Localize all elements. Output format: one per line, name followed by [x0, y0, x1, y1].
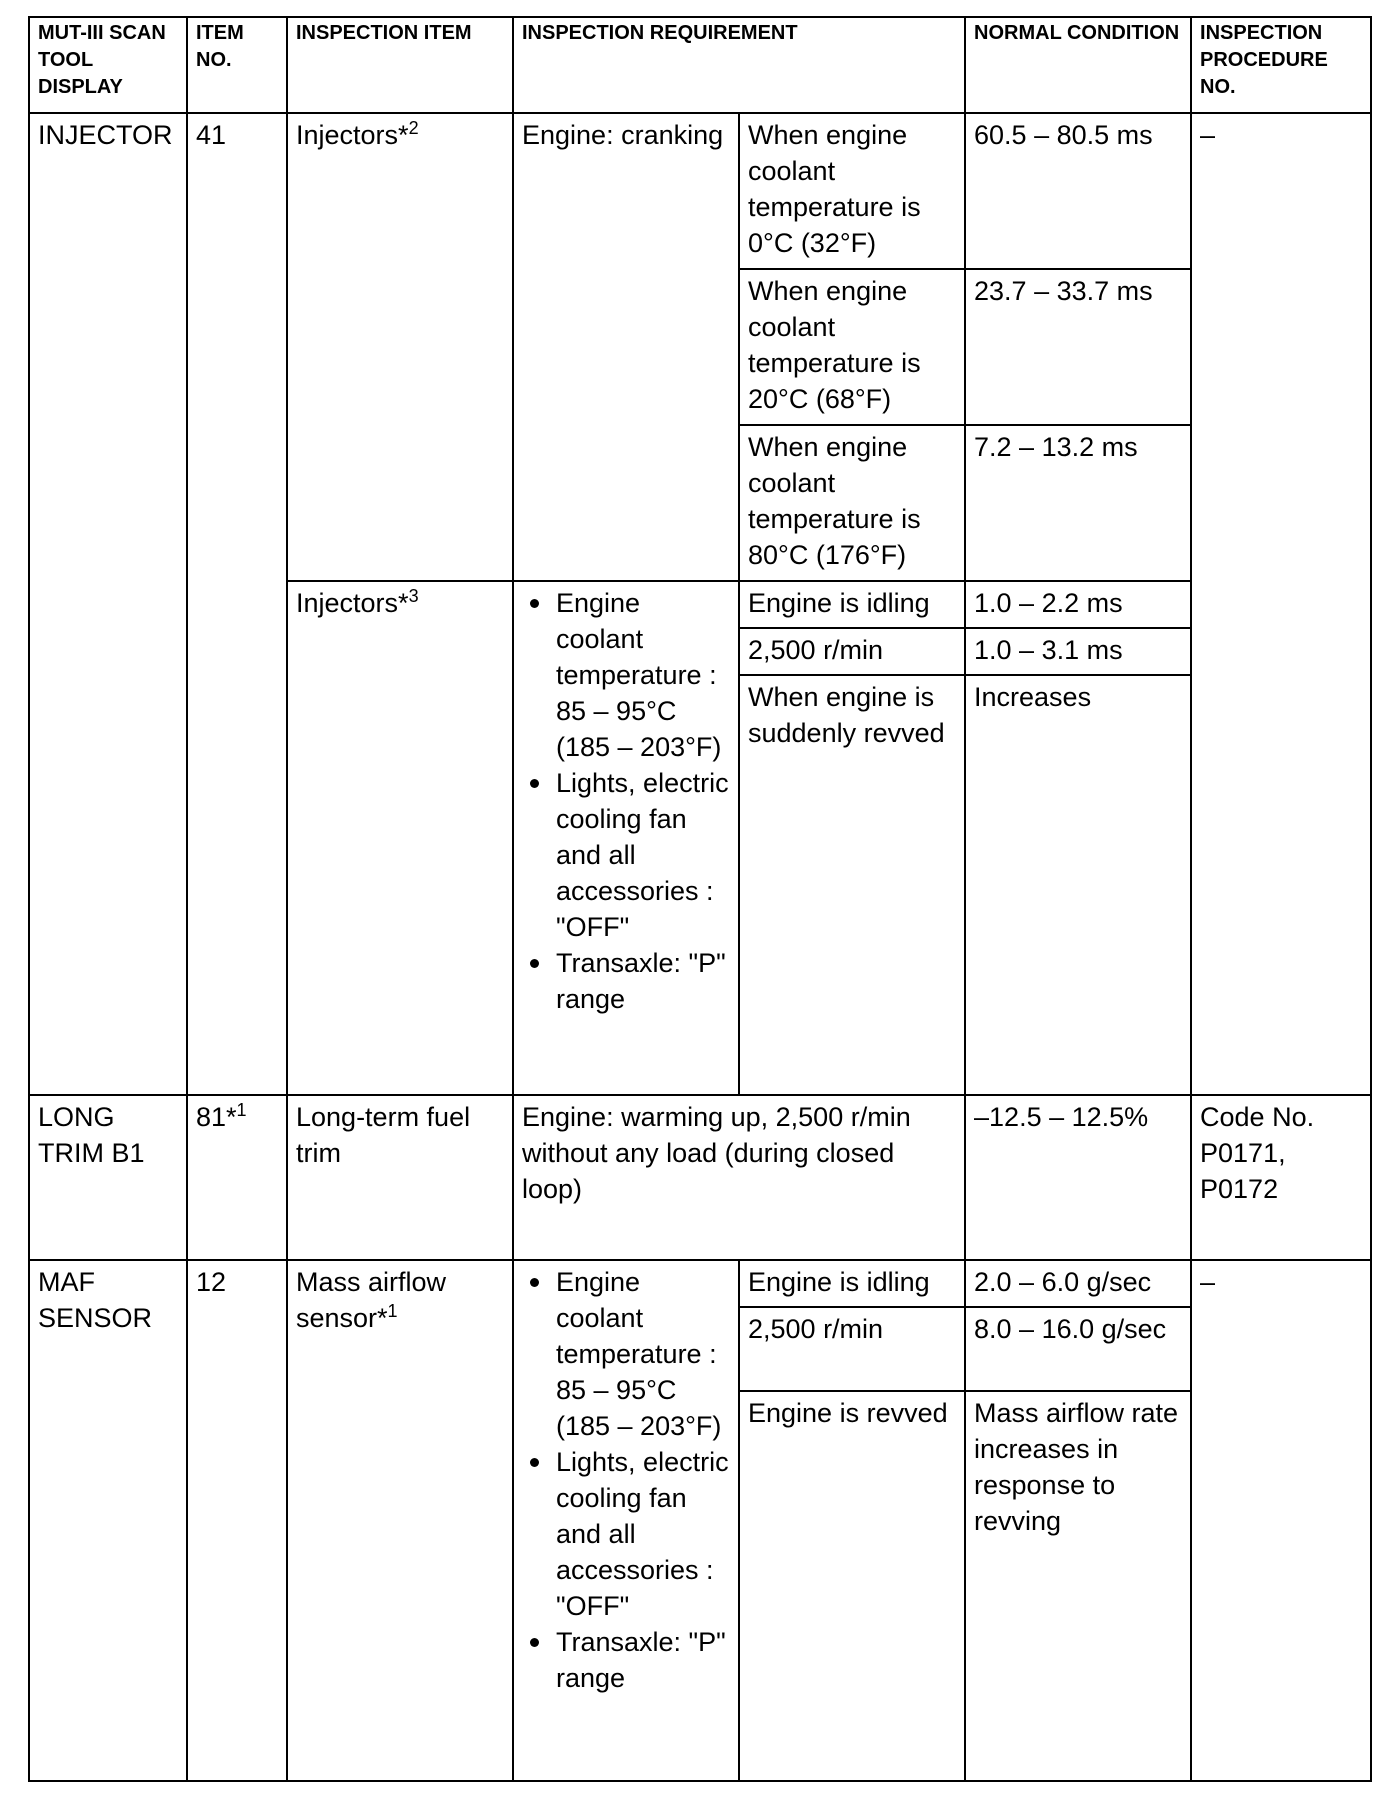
table-row — [29, 113, 1371, 269]
condition-label: Engine is idling — [739, 1260, 965, 1307]
table-row — [29, 1095, 1371, 1260]
item-no-label: 81* — [196, 1102, 237, 1132]
long-trim-requirement: Engine: warming up, 2,500 r/min without any load (during closed loop) — [513, 1095, 965, 1260]
normal-value: 1.0 – 2.2 ms — [965, 581, 1191, 628]
inspection-table — [28, 16, 1372, 1782]
condition-label: 2,500 r/min — [739, 628, 965, 675]
footnote-mark: 1 — [236, 1100, 247, 1120]
list-item: Lights, electric cooling fan and all accessories : "OFF" — [556, 1444, 730, 1624]
list-item: Transaxle: "P" range — [556, 1624, 730, 1696]
maf-display: MAF SENSOR — [29, 1260, 187, 1781]
header-item-no: ITEM NO. — [187, 17, 287, 113]
normal-value: 23.7 – 33.7 ms — [965, 269, 1191, 425]
maf-item — [287, 1260, 513, 1781]
header-display: MUT-III SCAN TOOL DISPLAY — [29, 17, 187, 113]
injector-procedure: – — [1191, 113, 1371, 1095]
table-row — [29, 1260, 1371, 1307]
requirement-list — [522, 1264, 730, 1696]
normal-value: 2.0 – 6.0 g/sec — [965, 1260, 1191, 1307]
normal-value: 1.0 – 3.1 ms — [965, 628, 1191, 675]
long-trim-item: Long-term fuel trim — [287, 1095, 513, 1260]
list-item: Transaxle: "P" range — [556, 945, 730, 1017]
normal-value: 8.0 – 16.0 g/sec — [965, 1307, 1191, 1391]
maf-requirement — [513, 1260, 739, 1781]
header-procedure-no: INSPECTION PROCEDURE NO. — [1191, 17, 1371, 113]
injector-warm-requirement — [513, 581, 739, 1095]
long-trim-display: LONG TRIM B1 — [29, 1095, 187, 1260]
condition-label: Engine is revved — [739, 1391, 965, 1781]
normal-value: Mass airflow rate increases in response to revving — [965, 1391, 1191, 1781]
condition-label: 2,500 r/min — [739, 1307, 965, 1391]
list-item: Lights, electric cooling fan and all accessories : "OFF" — [556, 765, 730, 945]
normal-value: 60.5 – 80.5 ms — [965, 113, 1191, 269]
footnote-mark: 1 — [387, 1301, 398, 1321]
condition-label: When engine coolant temperature is 0°C (32°F) — [739, 113, 965, 269]
injector-display: INJECTOR — [29, 113, 187, 1095]
injector-warm-item — [287, 581, 513, 1095]
injector-cranking-requirement: Engine: cranking — [513, 113, 739, 581]
injector-item-no: 41 — [187, 113, 287, 1095]
header-inspection-item: INSPECTION ITEM — [287, 17, 513, 113]
list-item: Engine coolant temperature : 85 – 95°C (185 – 203°F) — [556, 1264, 730, 1444]
long-trim-item-no — [187, 1095, 287, 1260]
condition-label: When engine coolant temperature is 20°C (68°F) — [739, 269, 965, 425]
requirement-list — [522, 585, 730, 1017]
maf-item-no: 12 — [187, 1260, 287, 1781]
injector-cranking-item — [287, 113, 513, 581]
maf-procedure: – — [1191, 1260, 1371, 1781]
long-trim-procedure: Code No. P0171, P0172 — [1191, 1095, 1371, 1260]
footnote-mark: 2 — [408, 118, 419, 138]
condition-label: When engine is suddenly revved — [739, 675, 965, 1095]
footnote-mark: 3 — [408, 586, 419, 606]
normal-value: 7.2 – 13.2 ms — [965, 425, 1191, 581]
condition-label: When engine coolant temperature is 80°C (176°F) — [739, 425, 965, 581]
header-row — [29, 17, 1371, 113]
condition-label: Engine is idling — [739, 581, 965, 628]
item-label: Mass airflow sensor* — [296, 1267, 447, 1333]
normal-value: Increases — [965, 675, 1191, 1095]
item-label: Injectors* — [296, 120, 409, 150]
header-normal-condition: NORMAL CONDITION — [965, 17, 1191, 113]
list-item: Engine coolant temperature : 85 – 95°C (185 – 203°F) — [556, 585, 730, 765]
header-inspection-requirement: INSPECTION REQUIREMENT — [513, 17, 965, 113]
item-label: Injectors* — [296, 588, 409, 618]
long-trim-normal: –12.5 – 12.5% — [965, 1095, 1191, 1260]
